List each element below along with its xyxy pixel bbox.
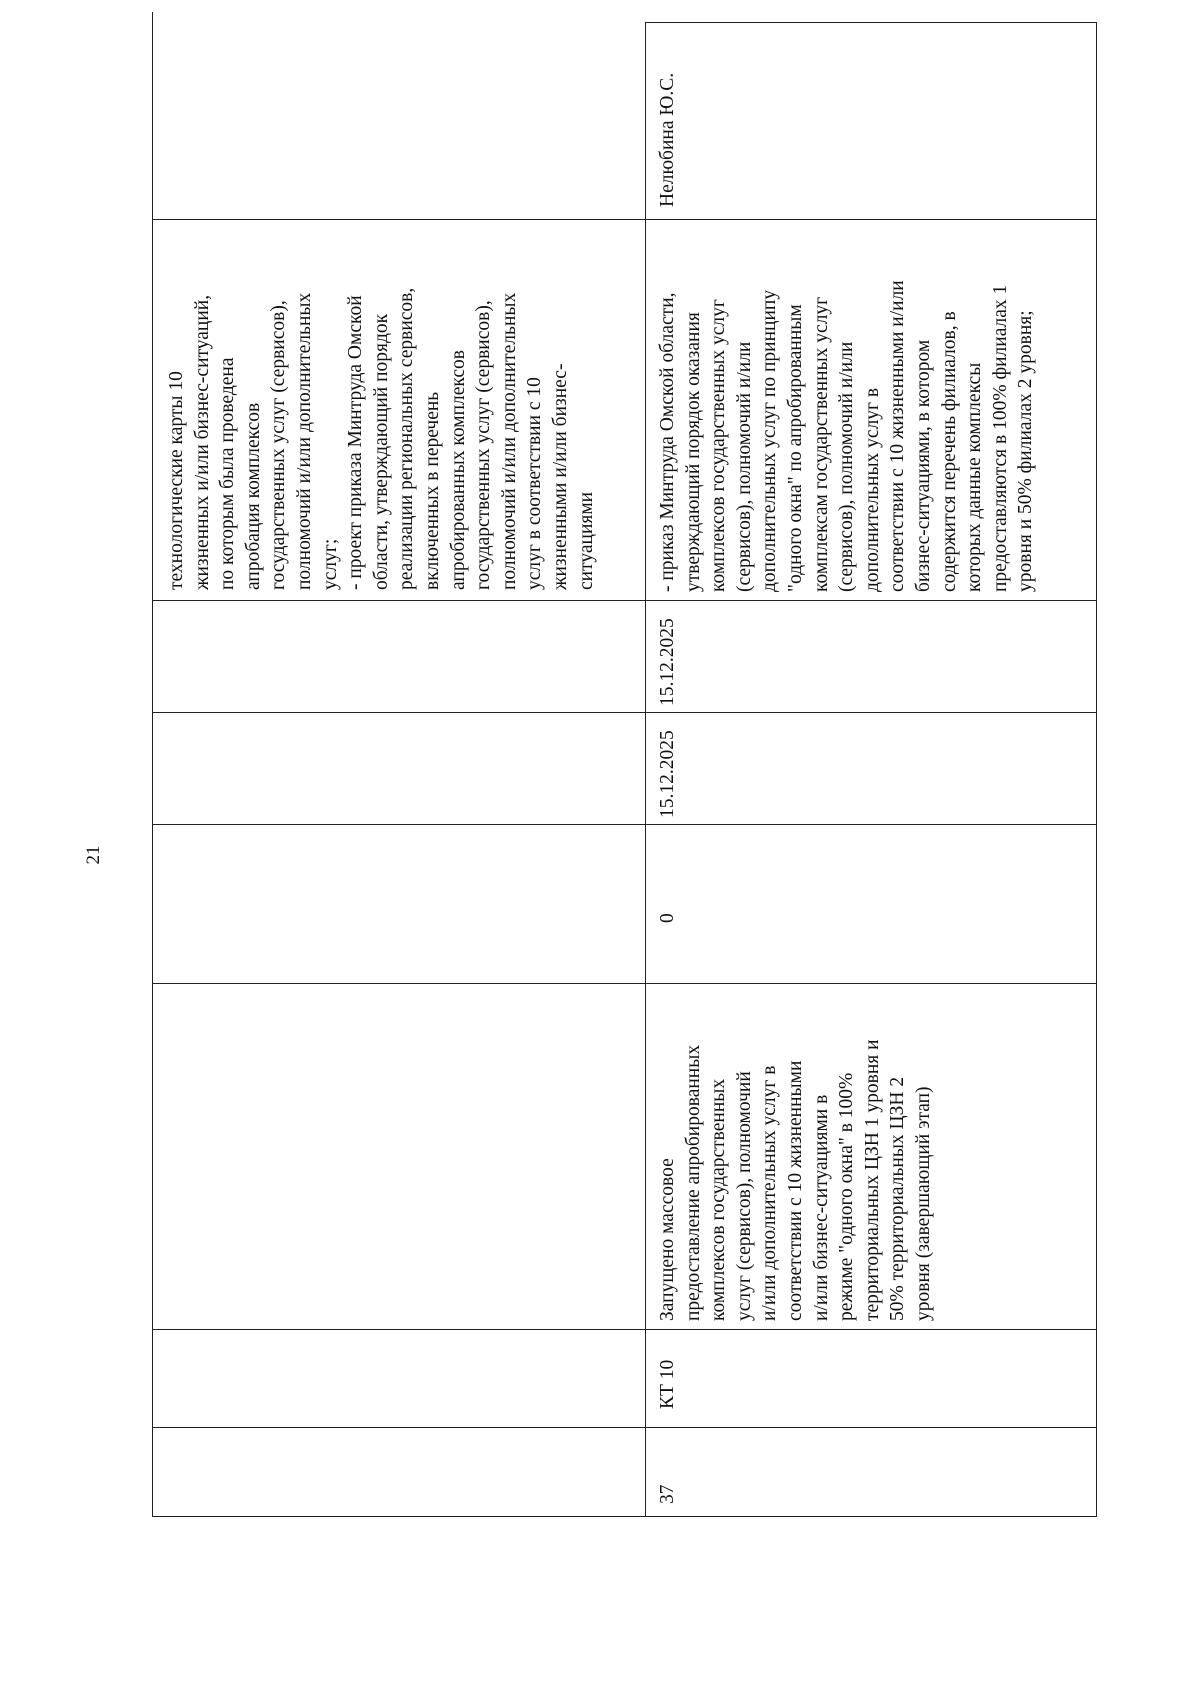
- row1-result-text: Запущено массовое предоставление апробированных комплексов государственных услуг (сервисов), полномочий и/или дополнительных услуг в соответствии с 10 жизненными и/или бизнес-ситуациями в режиме "одного окна" в 100% территориальных ЦЗН 1 уровня и 50% территориальных ЦЗН 2 уровня (завершающий этап): [657, 1039, 934, 1321]
- row1-date-start-cell: [645, 712, 1097, 824]
- row1-responsible-cell: [645, 22, 1097, 219]
- schedule-table: [152, 12, 1097, 1517]
- row1-number-cell: [645, 1427, 1097, 1516]
- table-border-bottom: [152, 1516, 1097, 1517]
- row1-number-text: 37: [657, 1484, 678, 1504]
- row1-date-start-text: 15.12.2025: [657, 730, 678, 818]
- row1-date-end-text: 15.12.2025: [657, 618, 678, 706]
- row1-value-cell: [645, 824, 1097, 983]
- row1-document-cell: [645, 219, 1097, 600]
- row1-result-cell: [645, 983, 1097, 1329]
- row1-responsible-text: Нелюбина Ю.С.: [657, 72, 678, 207]
- row1-date-end-cell: [645, 600, 1097, 712]
- row0-document-cell: [152, 219, 645, 600]
- row0-document-text: технологические карты 10 жизненных и/или бизнес-ситуаций, по которым была проведена апробация комплексов государственных услуг (сервисов), полномочий и/или дополнительных услуг; - проект приказа Минтруда Омской области, утверждающий порядок реализации региональных сервисов, включенных в перечень апробированных комплексов государственных услуг (сервисов), полномочий и/или дополнительных услуг в соответствии с 10 жизненными и/или бизнес- ситуациями: [166, 287, 597, 590]
- row1-value-text: 0: [657, 913, 678, 923]
- row1-document-text: - приказ Минтруда Омской области, утверждающий порядок оказания комплексов государственных услуг (сервисов), полномочий и/или дополнительных услуг по принципу "одного окна" по апробированным комплексам государственных услуг (сервисов), полномочий и/или дополнительных услуг в соответствии с 10 жизненными и/или бизнес-ситуациями, в котором содержится перечень филиалов, в которых данные комплексы предоставляются в 100% филиалах 1 уровня и 50% филиалах 2 уровня;: [657, 280, 1037, 592]
- page-number: 21: [83, 845, 104, 865]
- row1-code-text: КТ 10: [657, 1359, 678, 1409]
- row1-code-cell: [645, 1329, 1097, 1427]
